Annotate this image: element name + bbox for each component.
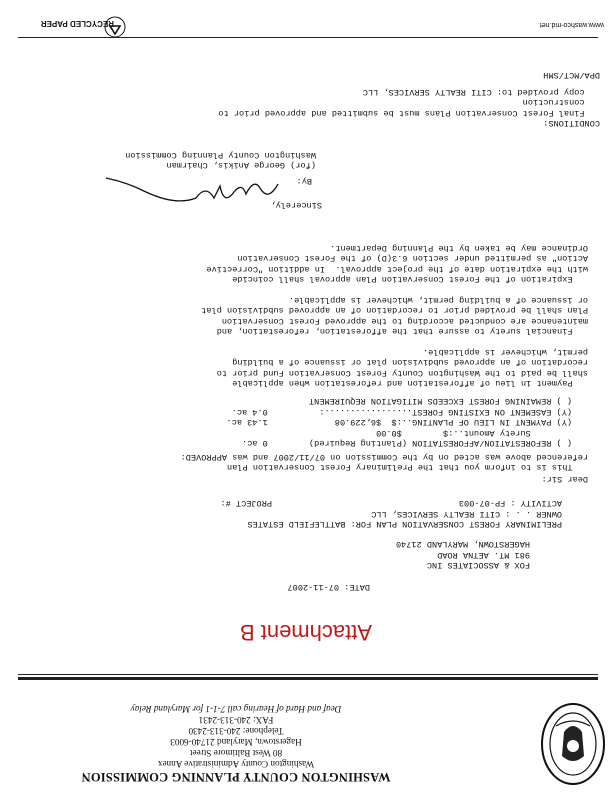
subject-activity: ACTIVITY : FP-07-003 xyxy=(458,498,562,509)
item-line: ( ) REMAINING FOREST EXCEEDS MITIGATION REQUIREMENT xyxy=(308,396,572,407)
handwritten-signature xyxy=(102,170,282,204)
letter-date: DATE: 07-11-2007 xyxy=(287,582,370,592)
letterhead-line: Washington County Administrative Annex xyxy=(157,759,315,769)
para-line: Financial surety to assure that the afforestation, reforestation, and xyxy=(216,326,588,336)
addressee-line: FOX & ASSOCIATES INC xyxy=(426,560,530,570)
signature-by: By: xyxy=(296,176,312,186)
para-line: Action" as permitted under section 6.3(D) of the Forest Conservation xyxy=(237,253,588,264)
para-line: recordation of an approved subdivision plat or issuance of a building xyxy=(232,357,588,368)
signatory xyxy=(125,149,316,170)
para-line: maintenance are conducted according to the approved Forest Conservation xyxy=(221,315,588,326)
letterhead xyxy=(40,703,432,784)
subject-activity-row xyxy=(220,498,562,509)
subject-project: PROJECT #: xyxy=(220,498,272,509)
item-line: (Y) EASEMENT ON EXISTING FOREST.................: 0.4 ac. xyxy=(231,406,572,417)
signatory-title: Washington County Planning Commission xyxy=(125,149,316,160)
letterhead-line: Hagerstown, Maryland 21740-6003 xyxy=(170,737,302,747)
surety-paragraph xyxy=(201,294,588,336)
conditions-block xyxy=(218,86,600,128)
expiration-paragraph xyxy=(206,242,588,284)
initials: DPA/MCT/SMH xyxy=(543,70,600,80)
item-line: Surety Amount..:$ $0.00 xyxy=(376,427,572,438)
letterhead-line: 80 West Baltimore Street xyxy=(189,748,283,758)
conditions-line: Final Forest Conservation Plans must be submitted and approved prior to xyxy=(218,107,600,118)
signatory-name: (for) George Anikis, Chairman xyxy=(166,160,316,170)
org-name: WASHINGTON COUNTY PLANNING COMMISSION xyxy=(81,770,391,784)
letterhead-line: FAX: 240-313-2431 xyxy=(198,715,274,725)
para-line: with the expiration date of the project approval. In addition "Corrective xyxy=(206,263,588,274)
para-line: Ordinance may be taken by the Planning Department. xyxy=(330,242,588,253)
subject-owner: OWNER . . : CITI REALTY SERVICES, LLC xyxy=(371,508,562,519)
item-line: (Y) PAYMENT IN LIEU OF PLANTING..:$ $6,229.08 1.43 ac. xyxy=(226,417,572,428)
header-rule xyxy=(18,677,598,680)
subject-plan: PRELIMINARY FOREST CONSERVATION PLAN FOR: BATTLEFIELD ESTATES xyxy=(247,519,562,529)
conditions-line: copy provided to: CITI REALTY SERVICES, LLC xyxy=(362,86,600,97)
addressee-line: 981 MT. AETNA ROAD xyxy=(437,549,530,560)
header-rule-thin xyxy=(18,674,598,675)
para-line: permit, whichever is applicable. xyxy=(422,346,588,357)
para-line: Plan shall be provided prior to recordation of an approved subdivision plat xyxy=(201,305,588,316)
county-seal-icon xyxy=(540,702,606,786)
relay-line: Deaf and Hard of Hearing call 7-1-1 for Maryland Relay xyxy=(130,704,342,714)
attachment-label: Attachment B xyxy=(239,620,373,645)
subject-block xyxy=(220,498,562,529)
website-url: www.washco-md.net xyxy=(539,21,604,28)
mitigation-items xyxy=(226,396,572,448)
para-line: or issuance of a building permit, whichever is applicable. xyxy=(288,294,588,305)
item-line: ( ) REFORESTATION/AFFORESTATION (Planting Required) 0 ac. xyxy=(241,438,572,448)
para-line: shall be paid to the Washington County Forest Conservation Fund prior to xyxy=(216,367,588,378)
closing: Sincerely, xyxy=(270,200,322,210)
intro-line: referenced above was acted on by the Commission on 07/11/2007 and was APPROVED: xyxy=(180,451,588,462)
conditions-line: CONDITIONS: xyxy=(543,118,600,128)
intro-paragraph xyxy=(181,451,588,472)
addressee-line: HAGERSTOWN, MARYLAND 21740 xyxy=(395,539,530,550)
intro-line: This is to inform you that the Preliminary Forest Conservation Plan xyxy=(227,462,588,472)
addressee xyxy=(396,539,530,570)
para-line: Expiration of the Forest Conservation Plan approval shall coincide xyxy=(232,274,588,284)
para-line: Payment in lieu of afforestation and reforestation when applicable xyxy=(232,378,588,388)
recycled-paper-label: RECYCLED PAPER xyxy=(40,19,114,28)
salutation: Dear Sir: xyxy=(541,474,588,484)
conditions-line: construction xyxy=(522,97,600,108)
payment-paragraph xyxy=(217,346,588,388)
letterhead-line: Telephone: 240-313-2430 xyxy=(188,726,284,736)
